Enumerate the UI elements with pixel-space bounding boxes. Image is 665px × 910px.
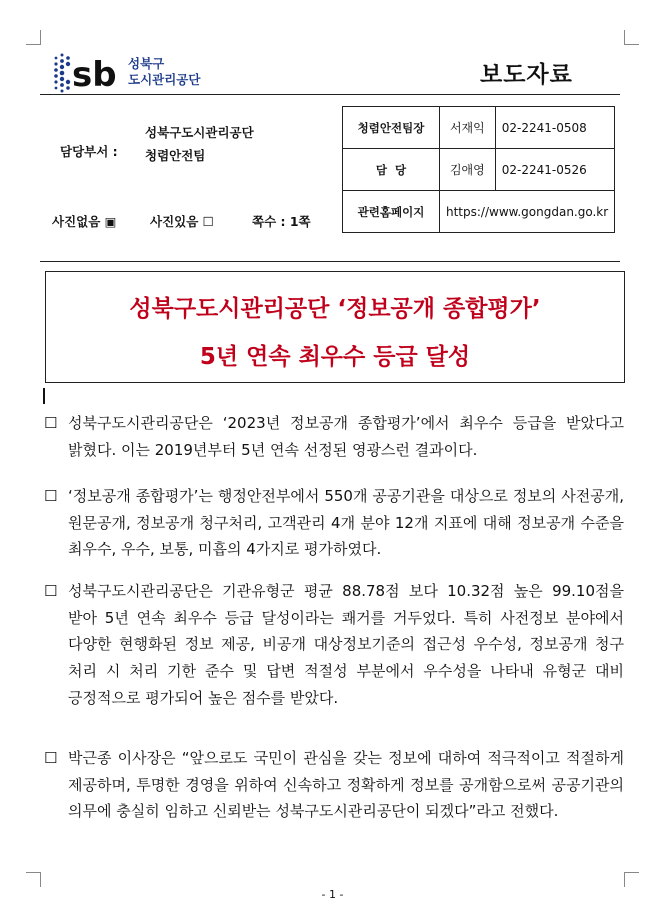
contact-phone: 02-2241-0526 bbox=[495, 149, 614, 191]
crop-mark-bottom-left bbox=[26, 872, 41, 887]
headline-line-1: 성북구도시관리공단 ‘정보공개 종합평가’ bbox=[129, 296, 541, 322]
header-divider bbox=[40, 94, 620, 95]
contact-phone: 02-2241-0508 bbox=[495, 107, 614, 149]
contact-name: 서재익 bbox=[440, 107, 496, 149]
paragraph bbox=[44, 410, 624, 463]
department-label: 담당부서 : bbox=[60, 144, 118, 159]
bullet-checkbox-icon: ☐ bbox=[44, 487, 58, 505]
page-number: - 1 - bbox=[321, 888, 344, 901]
paragraph bbox=[44, 483, 624, 563]
contact-name: 김애영 bbox=[440, 149, 496, 191]
bullet-checkbox-icon: ☐ bbox=[44, 749, 58, 767]
crop-mark-bottom-right bbox=[624, 872, 639, 887]
homepage-url[interactable]: https://www.gongdan.go.kr bbox=[440, 191, 615, 233]
headline-line-2: 5년 연속 최우수 등급 달성 bbox=[199, 344, 471, 370]
paragraph-text: 성북구도시관리공단은 기관유형군 평균 88.78점 보다 10.32점 높은 99.10점을 받아 5년 연속 최우수 등급 달성이라는 쾌거를 거두었다. 특히 사전정보 분야에서 다양한 현행화된 정보 제공, 비공개 대상정보기준의 접근성 우수성, 정보공개 청구 처리 시 처리 기한 준수 및 답변 적절성 부분에서 우수성을 나타내 유형군 대비 긍정적으로 평가되어 높은 점수를 받았다. bbox=[68, 582, 624, 707]
bullet-checkbox-icon: ☐ bbox=[44, 582, 58, 600]
document-type-title: 보도자료 bbox=[480, 62, 573, 88]
paragraph-text: 성북구도시관리공단은 ‘2023년 정보공개 종합평가’에서 최우수 등급을 받았다고 밝혔다. 이는 2019년부터 5년 연속 선정된 영광스런 결과이다. bbox=[68, 414, 624, 459]
department-team: 청렴안전팀 bbox=[145, 148, 206, 163]
homepage-label: 관련홈페이지 bbox=[343, 191, 440, 233]
photo-none-indicator: 사진없음 ▣ bbox=[52, 214, 117, 229]
crop-mark-top-right bbox=[624, 30, 639, 45]
contact-role: 청렴안전팀장 bbox=[343, 107, 440, 149]
bullet-checkbox-icon: ☐ bbox=[44, 414, 58, 432]
paragraph-text: ‘정보공개 종합평가’는 행정안전부에서 550개 공공기관을 대상으로 정보의 사전공개, 원문공개, 정보공개 청구처리, 고객관리 4개 분야 12개 지표에 대해 정보공개 수준을 최우수, 우수, 보통, 미흡의 4가지로 평가하였다. bbox=[68, 487, 624, 559]
paragraph bbox=[44, 745, 624, 825]
svg-text:sb: sb bbox=[72, 55, 117, 95]
headline-box bbox=[45, 271, 625, 383]
logo-line-1: 성북구 bbox=[128, 56, 165, 71]
section-divider bbox=[40, 261, 620, 262]
paragraph-text: 박근종 이사장은 “앞으로도 국민이 관심을 갖는 정보에 대하여 적극적이고 적절하게 제공하며, 투명한 경영을 위하여 신속하고 정확하게 정보를 공개함으로써 공공기관의 의무에 충실히 임하고 신뢰받는 성북구도시관리공단이 되겠다”라고 전했다. bbox=[68, 749, 624, 821]
contact-table bbox=[342, 106, 615, 233]
photo-has-indicator: 사진있음 ☐ bbox=[150, 214, 214, 229]
organization-logo bbox=[50, 48, 220, 98]
crop-mark-top-left bbox=[26, 30, 41, 45]
contact-row bbox=[343, 149, 615, 191]
paragraph bbox=[44, 578, 624, 712]
contact-role: 담 당 bbox=[343, 149, 440, 191]
department-organization: 성북구도시관리공단 bbox=[145, 125, 254, 140]
text-cursor bbox=[43, 388, 45, 404]
logo-mark-icon bbox=[50, 48, 126, 98]
homepage-row bbox=[343, 191, 615, 233]
contact-row bbox=[343, 107, 615, 149]
logo-line-2: 도시관리공단 bbox=[128, 72, 201, 87]
page-count: 쪽수 : 1쪽 bbox=[252, 214, 311, 229]
